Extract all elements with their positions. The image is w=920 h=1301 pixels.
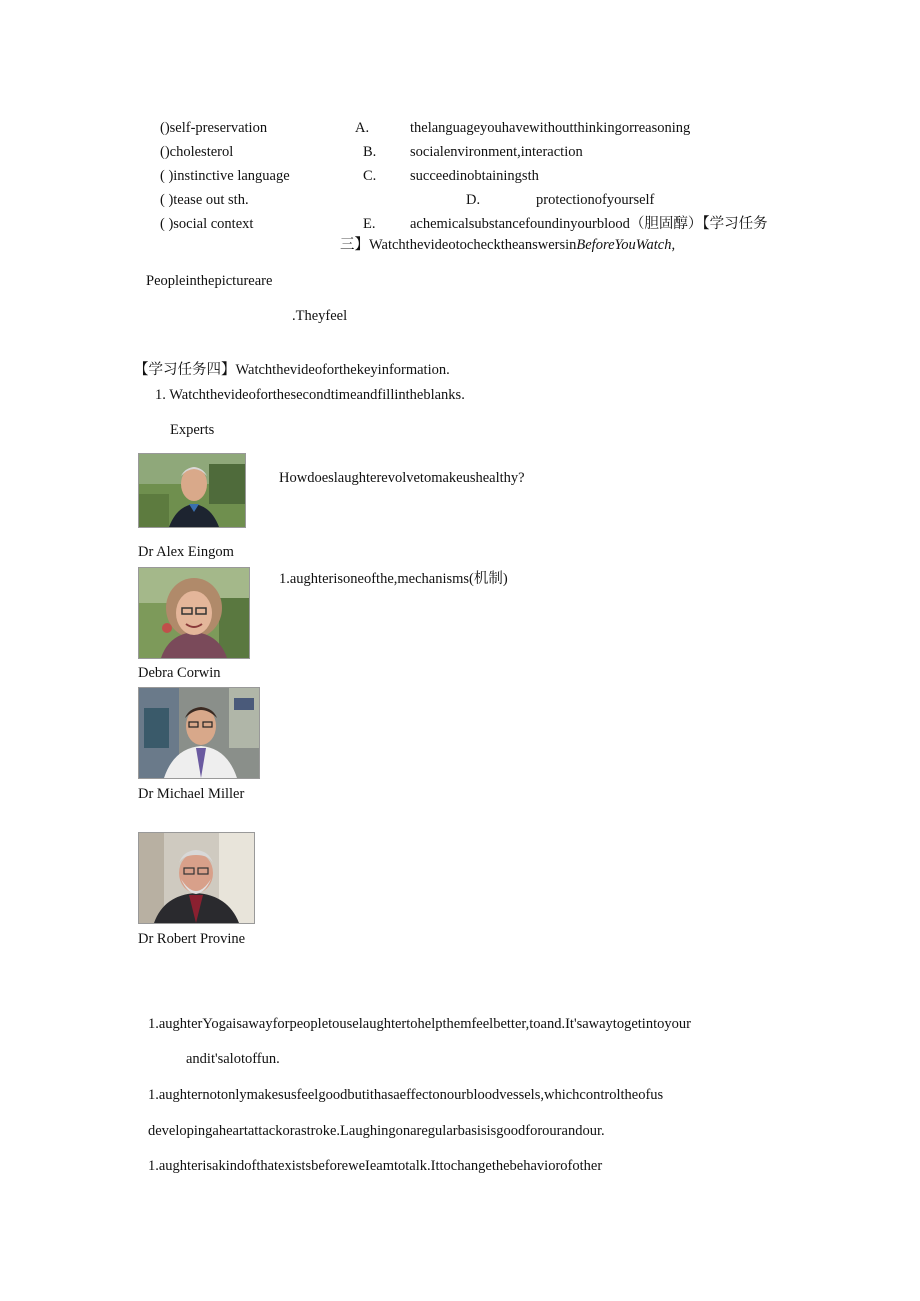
answer-line: 1.aughterisoneofthe,mechanisms(机制) bbox=[279, 571, 508, 587]
term-3: ( )instinctive language bbox=[160, 168, 290, 184]
picture-line: Peopleinthepictureare bbox=[146, 273, 273, 289]
definition-e: achemicalsubstancefoundinyourblood（胆固醇）【学习任务 bbox=[410, 216, 768, 232]
task3-italic-ref: BeforeYouWatch, bbox=[576, 237, 676, 253]
term-1: ()self-preservation bbox=[160, 120, 268, 136]
paragraph-1: 1.aughterYogaisawayforpeopletouselaughtertohelpthemfeelbetter,toand.It'sawaytogetintoyour bbox=[148, 1016, 691, 1032]
definition-d: protectionofyourself bbox=[536, 192, 655, 208]
expert-photo-michael-miller bbox=[138, 687, 260, 779]
task4-heading: 【学习任务四】Watchthevideoforthekeyinformation. bbox=[134, 362, 450, 378]
paragraph-2-cont: developingaheartattackorastroke.Laughingonaregularbasisisgoodforourandour. bbox=[148, 1123, 605, 1139]
expert-photo-robert-provine bbox=[138, 832, 255, 924]
term-5: ( )social context bbox=[160, 216, 254, 232]
question-text: Howdoeslaughterevolvetomakeushealthy? bbox=[279, 470, 525, 486]
task3-text: 三】Watchthevideotochecktheanswersin bbox=[340, 237, 577, 253]
expert-photo-alex-eingom bbox=[138, 453, 246, 528]
expert-name-2: Debra Corwin bbox=[138, 665, 221, 681]
paragraph-3: 1.aughterisakindofthatexistsbeforeweIeamtotalk.Ittochangethebehaviorofother bbox=[148, 1158, 603, 1174]
expert-name-1: Dr Alex Eingom bbox=[138, 544, 234, 560]
term-4: ( )tease out sth. bbox=[160, 192, 249, 208]
definition-a: thelanguageyouhavewithoutthinkingorreasoning bbox=[410, 120, 691, 136]
expert-photo-debra-corwin bbox=[138, 567, 250, 659]
letter-a: A. bbox=[355, 120, 370, 136]
letter-b: B. bbox=[363, 144, 377, 160]
letter-d: D. bbox=[466, 192, 481, 208]
paragraph-2: 1.aughternotonlymakesusfeelgoodbutithasaeffectonourbloodvessels,whichcontroltheofus bbox=[148, 1087, 664, 1103]
expert-name-4: Dr Robert Provine bbox=[138, 931, 246, 947]
task4-item1: 1. Watchthevideoforthesecondtimeandfillintheblanks. bbox=[155, 387, 465, 403]
experts-label: Experts bbox=[170, 422, 215, 438]
expert-name-3: Dr Michael Miller bbox=[138, 786, 245, 802]
task3-continuation bbox=[340, 238, 675, 253]
definition-c: succeedinobtainingsth bbox=[410, 168, 539, 184]
letter-e: E. bbox=[363, 216, 376, 232]
definition-b: socialenvironment,interaction bbox=[410, 144, 583, 160]
term-2: ()cholesterol bbox=[160, 144, 234, 160]
letter-c: C. bbox=[363, 168, 377, 184]
paragraph-1-cont: andit'salotoffun. bbox=[186, 1051, 280, 1067]
feel-line: .Theyfeel bbox=[292, 308, 348, 324]
